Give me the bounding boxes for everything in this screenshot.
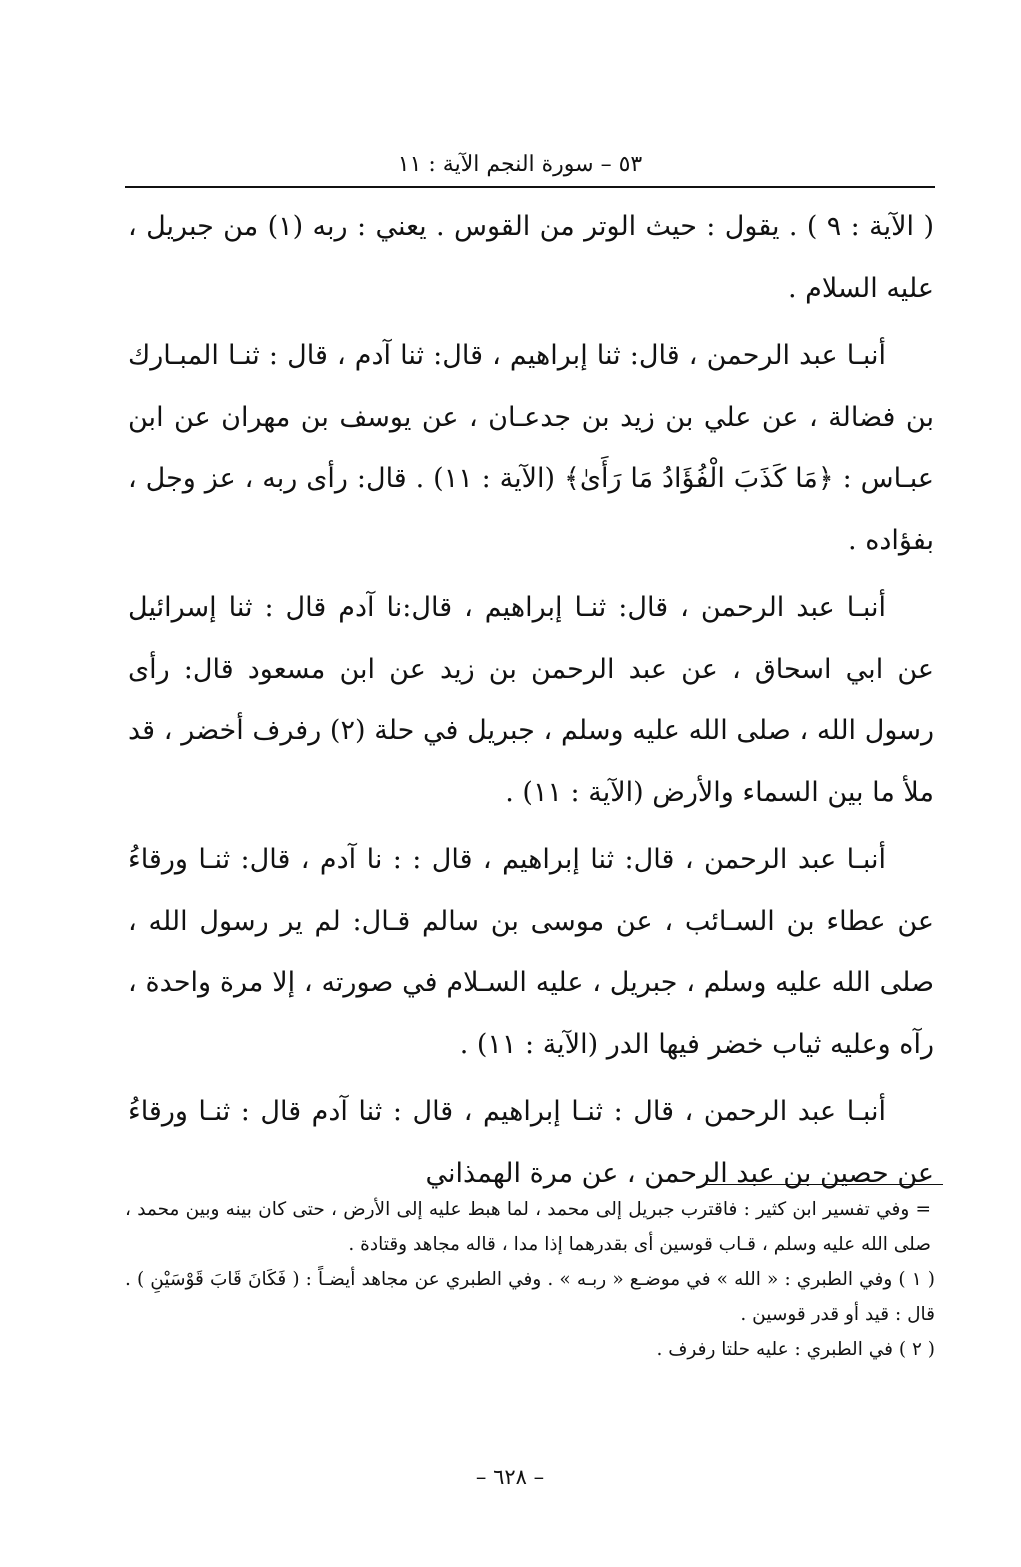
footnote-rule: [703, 1184, 943, 1185]
main-text: [128, 196, 934, 1210]
footnote-1: ( ١ ) وفي الطبري : « الله » في موضـع « ربـه » . وفي الطبري عن مجاهد أيضـاً : ( فَكَانَ قَابَ قَوْسَيْنِ ) . قال : قيد أو قدر قوسين .: [125, 1269, 935, 1325]
paragraph: أنبـا عبد الرحمن ، قال : ثنـا إبراهيم ، قال : ثنا آدم قال : ثنـا ورقاءُ عن حصين بن عبد الرحمن ، عن مرة الهمذاني: [128, 1096, 934, 1189]
header-rule: [125, 186, 935, 188]
paragraph: أنبـا عبد الرحمن ، قال: ثنا إبراهيم ، قال : : نا آدم ، قال: ثنـا ورقاءُ عن عطاء بن السـائب ، عن موسى بن سالم قـال: لم ير رسول الله ، صلى الله عليه وسلم ، جبريل ، عليه السـلام في صورته ، إلا مرة واحدة ، رآه وعليه ثياب خضر فيها الدر (الآية : ١١) .: [128, 844, 934, 1060]
footnote-2: ( ٢ ) في الطبري : عليه حلتا رفرف .: [656, 1339, 935, 1360]
paragraph: أنبـا عبد الرحمن ، قال: ثنا إبراهيم ، قال: ثنا آدم ، قال : ثنـا المبـارك بن فضالة ، عن علي بن زيد بن جدعـان ، عن يوسف بن مهران عن ابن عبـاس : ﴿مَا كَذَبَ الْفُؤَادُ مَا رَأَىٰ﴾ (الآية : ١١) . قال: رأى ربه ، عز وجل ، بفؤاده .: [128, 340, 934, 556]
paragraph: أنبـا عبد الرحمن ، قال: ثنـا إبراهيم ، قال:نا آدم قال : ثنا إسرائيل عن ابي اسحاق ، عن عبد الرحمن بن زيد عن ابن مسعود قال: رأى رسول الله ، صلى الله عليه وسلم ، جبريل في حلة (٢) رفرف أخضر ، قد ملأ ما بين السماء والأرض (الآية : ١١) .: [128, 592, 934, 808]
running-header: ٥٣ – سورة النجم الآية : ١١: [397, 152, 643, 177]
page-number: – ٦٢٨ –: [475, 1465, 545, 1489]
footnote-continuation: = وفي تفسير ابن كثير : فاقترب جبريل إلى محمد ، لما هبط عليه إلى الأرض ، حتى كان بينه وبين محمد ، صلى الله عليه وسلم ، قـاب قوسين أى بقدرهما إذا مدا ، قاله مجاهد وقتادة .: [125, 1199, 931, 1255]
paragraph-continuation: ( الآية : ٩ ) . يقول : حيث الوتر من القوس . يعني : ربه (١) من جبريل ، عليه السلام .: [128, 211, 934, 304]
footnotes: [125, 1192, 935, 1367]
